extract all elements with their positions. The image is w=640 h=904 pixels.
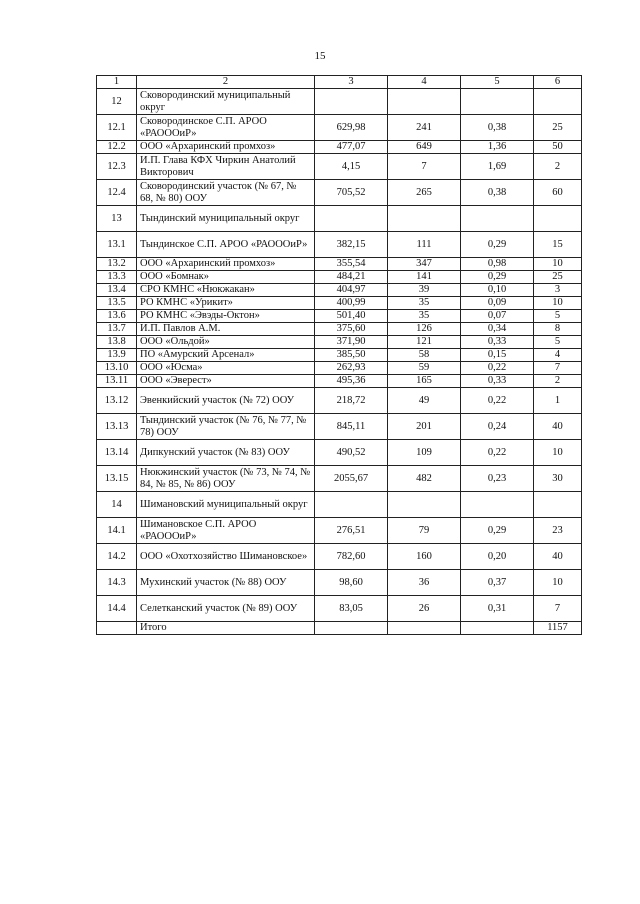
row-number-cell [97, 622, 137, 635]
row-number-cell: 13.7 [97, 323, 137, 336]
table-row [97, 206, 582, 232]
name-cell: ООО «Эверест» [137, 375, 315, 388]
row-number-cell: 13.6 [97, 310, 137, 323]
density-cell: 0,29 [461, 271, 534, 284]
name-cell: РО КМНС «Эвэды-Октон» [137, 310, 315, 323]
count-cell: 49 [388, 388, 461, 414]
row-number-cell: 12.4 [97, 180, 137, 206]
name-cell: Сковородинский участок (№ 67, № 68, № 80) ООУ [137, 180, 315, 206]
table-row [97, 596, 582, 622]
row-number-cell: 13.11 [97, 375, 137, 388]
quota-cell: 2 [534, 154, 582, 180]
area-cell [315, 622, 388, 635]
table-row [97, 362, 582, 375]
table-row [97, 284, 582, 297]
row-number-cell: 12 [97, 89, 137, 115]
quota-cell [534, 89, 582, 115]
area-cell: 629,98 [315, 115, 388, 141]
name-cell: ООО «Бомнак» [137, 271, 315, 284]
column-number-row [97, 76, 582, 89]
count-cell: 165 [388, 375, 461, 388]
area-cell: 371,90 [315, 336, 388, 349]
row-number-cell: 13.5 [97, 297, 137, 310]
quota-cell: 40 [534, 414, 582, 440]
density-cell: 0,37 [461, 570, 534, 596]
name-cell: И.П. Павлов А.М. [137, 323, 315, 336]
area-cell: 385,50 [315, 349, 388, 362]
table-row [97, 388, 582, 414]
table-row [97, 336, 582, 349]
table-row [97, 622, 582, 635]
area-cell: 375,60 [315, 323, 388, 336]
quota-cell: 15 [534, 232, 582, 258]
quota-cell: 60 [534, 180, 582, 206]
row-number-cell: 13.12 [97, 388, 137, 414]
row-number-cell: 14.2 [97, 544, 137, 570]
table-row [97, 154, 582, 180]
quota-cell: 5 [534, 336, 582, 349]
count-cell: 121 [388, 336, 461, 349]
density-cell: 0,07 [461, 310, 534, 323]
name-cell: И.П. Глава КФХ Чиркин Анатолий Викторович [137, 154, 315, 180]
name-cell: Дипкунский участок (№ 83) ООУ [137, 440, 315, 466]
column-number: 3 [315, 76, 388, 89]
density-cell: 0,31 [461, 596, 534, 622]
page-number: 15 [314, 50, 326, 62]
table-row [97, 271, 582, 284]
count-cell: 39 [388, 284, 461, 297]
quota-cell: 2 [534, 375, 582, 388]
row-number-cell: 13 [97, 206, 137, 232]
row-number-cell: 13.10 [97, 362, 137, 375]
table-row [97, 492, 582, 518]
table-row [97, 115, 582, 141]
count-cell: 36 [388, 570, 461, 596]
count-cell [388, 492, 461, 518]
name-cell: Шимановский муниципальный округ [137, 492, 315, 518]
density-cell: 0,29 [461, 232, 534, 258]
table-row [97, 310, 582, 323]
table-row [97, 544, 582, 570]
count-cell: 7 [388, 154, 461, 180]
quota-cell: 1157 [534, 622, 582, 635]
quota-cell: 5 [534, 310, 582, 323]
density-cell: 0,38 [461, 115, 534, 141]
count-cell [388, 622, 461, 635]
count-cell: 59 [388, 362, 461, 375]
name-cell: РО КМНС «Урикит» [137, 297, 315, 310]
table-row [97, 570, 582, 596]
density-cell: 0,22 [461, 440, 534, 466]
density-cell: 0,22 [461, 388, 534, 414]
density-cell: 0,09 [461, 297, 534, 310]
area-cell: 4,15 [315, 154, 388, 180]
name-cell: Нюкжинский участок (№ 73, № 74, № 84, № 85, № 86) ООУ [137, 466, 315, 492]
area-cell: 404,97 [315, 284, 388, 297]
count-cell: 126 [388, 323, 461, 336]
name-cell: ООО «Охотхозяйство Шимановское» [137, 544, 315, 570]
count-cell: 649 [388, 141, 461, 154]
area-cell: 400,99 [315, 297, 388, 310]
area-cell: 782,60 [315, 544, 388, 570]
count-cell: 109 [388, 440, 461, 466]
column-number: 2 [137, 76, 315, 89]
name-cell: Шимановское С.П. АРОО «РАОООиР» [137, 518, 315, 544]
count-cell: 111 [388, 232, 461, 258]
area-cell: 382,15 [315, 232, 388, 258]
table-row [97, 349, 582, 362]
row-number-cell: 12.1 [97, 115, 137, 141]
quota-cell: 25 [534, 115, 582, 141]
area-cell: 477,07 [315, 141, 388, 154]
count-cell: 141 [388, 271, 461, 284]
table-row [97, 414, 582, 440]
count-cell: 79 [388, 518, 461, 544]
density-cell: 0,22 [461, 362, 534, 375]
area-cell: 484,21 [315, 271, 388, 284]
density-cell: 0,33 [461, 375, 534, 388]
quota-cell: 40 [534, 544, 582, 570]
count-cell: 241 [388, 115, 461, 141]
quota-cell [534, 492, 582, 518]
area-cell: 83,05 [315, 596, 388, 622]
quota-cell: 8 [534, 323, 582, 336]
density-cell [461, 206, 534, 232]
count-cell: 58 [388, 349, 461, 362]
density-cell: 0,20 [461, 544, 534, 570]
row-number-cell: 13.8 [97, 336, 137, 349]
name-cell: ООО «Архаринский промхоз» [137, 141, 315, 154]
row-number-cell: 13.9 [97, 349, 137, 362]
row-number-cell: 14 [97, 492, 137, 518]
density-cell: 0,38 [461, 180, 534, 206]
area-cell: 276,51 [315, 518, 388, 544]
row-number-cell: 13.3 [97, 271, 137, 284]
table-row [97, 466, 582, 492]
count-cell [388, 206, 461, 232]
column-number: 4 [388, 76, 461, 89]
density-cell: 1,69 [461, 154, 534, 180]
area-cell: 98,60 [315, 570, 388, 596]
allocation-table [96, 75, 582, 635]
density-cell: 0,15 [461, 349, 534, 362]
column-number: 5 [461, 76, 534, 89]
quota-cell: 10 [534, 297, 582, 310]
quota-cell: 10 [534, 258, 582, 271]
name-cell: Итого [137, 622, 315, 635]
density-cell: 0,29 [461, 518, 534, 544]
quota-cell: 3 [534, 284, 582, 297]
area-cell [315, 206, 388, 232]
area-cell: 705,52 [315, 180, 388, 206]
name-cell: ООО «Архаринский промхоз» [137, 258, 315, 271]
count-cell: 35 [388, 310, 461, 323]
density-cell: 1,36 [461, 141, 534, 154]
column-number: 1 [97, 76, 137, 89]
quota-cell: 30 [534, 466, 582, 492]
column-number: 6 [534, 76, 582, 89]
quota-cell: 10 [534, 440, 582, 466]
count-cell: 265 [388, 180, 461, 206]
density-cell: 0,98 [461, 258, 534, 271]
area-cell: 490,52 [315, 440, 388, 466]
name-cell: Сковородинское С.П. АРОО «РАОООиР» [137, 115, 315, 141]
name-cell: Селетканский участок (№ 89) ООУ [137, 596, 315, 622]
quota-cell: 25 [534, 271, 582, 284]
count-cell: 26 [388, 596, 461, 622]
name-cell: Тындинский участок (№ 76, № 77, № 78) ООУ [137, 414, 315, 440]
density-cell [461, 492, 534, 518]
area-cell: 845,11 [315, 414, 388, 440]
area-cell: 355,54 [315, 258, 388, 271]
row-number-cell: 13.1 [97, 232, 137, 258]
area-cell: 495,36 [315, 375, 388, 388]
count-cell [388, 89, 461, 115]
density-cell [461, 89, 534, 115]
quota-cell [534, 206, 582, 232]
name-cell: ООО «Юсма» [137, 362, 315, 375]
area-cell [315, 89, 388, 115]
count-cell: 201 [388, 414, 461, 440]
density-cell: 0,10 [461, 284, 534, 297]
quota-cell: 7 [534, 362, 582, 375]
table-row [97, 297, 582, 310]
table-row [97, 89, 582, 115]
area-cell: 262,93 [315, 362, 388, 375]
table-row [97, 258, 582, 271]
count-cell: 160 [388, 544, 461, 570]
quota-cell: 1 [534, 388, 582, 414]
density-cell: 0,23 [461, 466, 534, 492]
table-body [97, 76, 582, 635]
quota-cell: 50 [534, 141, 582, 154]
row-number-cell: 13.2 [97, 258, 137, 271]
count-cell: 35 [388, 297, 461, 310]
row-number-cell: 13.13 [97, 414, 137, 440]
name-cell: Эвенкийский участок (№ 72) ООУ [137, 388, 315, 414]
table-row [97, 323, 582, 336]
quota-cell: 7 [534, 596, 582, 622]
table-row [97, 375, 582, 388]
quota-cell: 10 [534, 570, 582, 596]
row-number-cell: 13.15 [97, 466, 137, 492]
count-cell: 347 [388, 258, 461, 271]
area-cell: 501,40 [315, 310, 388, 323]
table-row [97, 180, 582, 206]
table-row [97, 141, 582, 154]
name-cell: СРО КМНС «Нюкжакан» [137, 284, 315, 297]
density-cell [461, 622, 534, 635]
row-number-cell: 13.14 [97, 440, 137, 466]
row-number-cell: 12.2 [97, 141, 137, 154]
table-row [97, 232, 582, 258]
area-cell [315, 492, 388, 518]
name-cell: Тындинский муниципальный округ [137, 206, 315, 232]
count-cell: 482 [388, 466, 461, 492]
density-cell: 0,24 [461, 414, 534, 440]
table-row [97, 440, 582, 466]
name-cell: Тындинское С.П. АРОО «РАОООиР» [137, 232, 315, 258]
row-number-cell: 13.4 [97, 284, 137, 297]
area-cell: 218,72 [315, 388, 388, 414]
name-cell: ПО «Амурский Арсенал» [137, 349, 315, 362]
name-cell: Сковородинский муниципальный округ [137, 89, 315, 115]
name-cell: ООО «Ольдой» [137, 336, 315, 349]
quota-cell: 23 [534, 518, 582, 544]
density-cell: 0,34 [461, 323, 534, 336]
row-number-cell: 14.1 [97, 518, 137, 544]
area-cell: 2055,67 [315, 466, 388, 492]
row-number-cell: 14.4 [97, 596, 137, 622]
row-number-cell: 12.3 [97, 154, 137, 180]
quota-cell: 4 [534, 349, 582, 362]
table-row [97, 518, 582, 544]
row-number-cell: 14.3 [97, 570, 137, 596]
name-cell: Мухинский участок (№ 88) ООУ [137, 570, 315, 596]
density-cell: 0,33 [461, 336, 534, 349]
